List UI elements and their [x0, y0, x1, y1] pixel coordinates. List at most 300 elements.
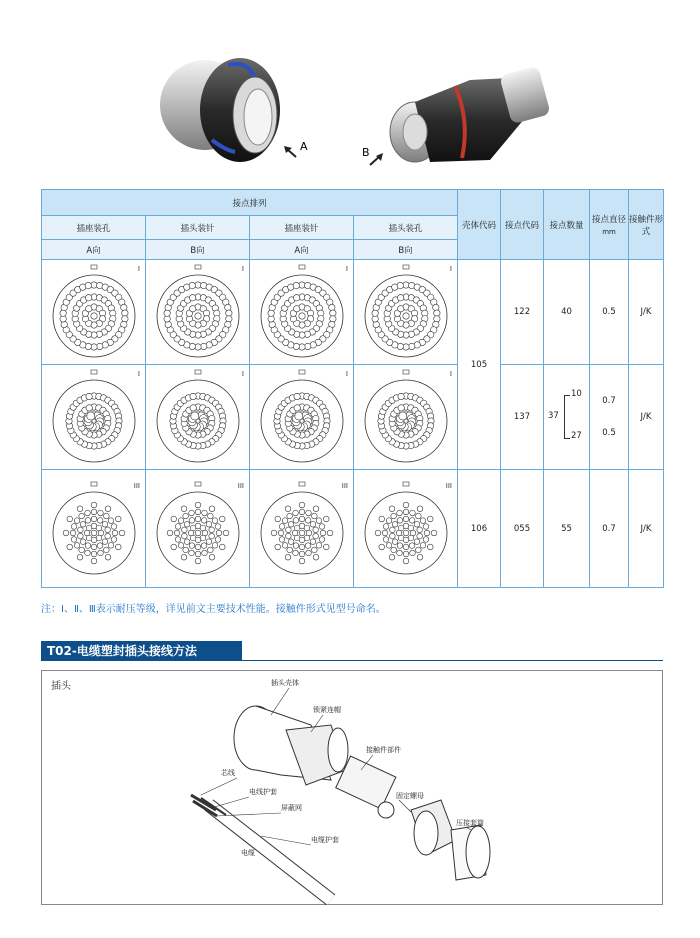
contact-position [174, 530, 180, 536]
contact-position [319, 523, 325, 529]
contact-position [403, 530, 409, 536]
contact-position [293, 282, 299, 288]
arrow-a-icon [284, 146, 296, 157]
contact-position [71, 536, 77, 542]
contact-position [85, 295, 91, 301]
contact-position [397, 295, 403, 301]
contact-position [313, 505, 319, 511]
direction-a-1: A向 [42, 240, 146, 260]
contact-position [188, 510, 194, 516]
contact-position [299, 516, 305, 522]
contact-position [397, 542, 403, 548]
diagram-055-a2 [250, 470, 354, 588]
contact-position [91, 551, 97, 557]
contact-position [91, 509, 97, 515]
contact-position [323, 516, 329, 522]
polarization-key-icon [195, 265, 201, 269]
pressure-grade-mark: I [449, 265, 452, 273]
contact-position [86, 412, 94, 420]
contact-position [316, 542, 322, 548]
contact-position [409, 542, 415, 548]
contact-position [105, 505, 111, 511]
contact-position [299, 551, 305, 557]
subheader-plug-pin: 插头装针 [146, 216, 250, 240]
contact-form-055: J/K [629, 470, 664, 588]
polarization-key-icon [195, 482, 201, 486]
contact-position [415, 513, 421, 519]
diagram-122-a2 [250, 260, 354, 365]
contact-position [181, 533, 187, 539]
contact-position [207, 513, 213, 519]
pressure-grade-mark: III [133, 481, 140, 490]
contact-position [121, 316, 127, 322]
contact-position [170, 516, 176, 522]
polarization-key-icon [403, 265, 409, 269]
pressure-grade-mark: I [345, 370, 348, 378]
contact-position [223, 530, 229, 536]
contact-position [182, 547, 188, 553]
pressure-grade-mark: III [445, 481, 452, 490]
contact-position [397, 282, 403, 288]
contact-position [102, 521, 108, 527]
header-contact-code: 接点代码 [501, 190, 544, 260]
contact-position [91, 558, 97, 564]
contact-position [112, 530, 118, 536]
contact-position [409, 517, 415, 523]
contact-position [97, 517, 103, 523]
diagram-137-a2 [250, 365, 354, 470]
contact-position [189, 306, 195, 312]
contact-position [181, 554, 187, 560]
contact-position [103, 513, 109, 519]
contact-position [86, 525, 92, 531]
header-shell-code: 壳体代码 [458, 190, 501, 260]
header-contact-diameter [590, 190, 629, 260]
contact-position [103, 547, 109, 553]
contact-position [293, 542, 299, 548]
contact-position [285, 554, 291, 560]
contact-position [329, 316, 335, 322]
contact-position [424, 530, 430, 536]
contact-position [427, 516, 433, 522]
polarization-key-icon [195, 370, 201, 374]
contact-position [184, 538, 190, 544]
contact-position [85, 306, 91, 312]
contact-position [120, 304, 126, 310]
contact-position [402, 313, 408, 319]
contact-position [415, 547, 421, 553]
assembly-panel-label: 插头 [51, 681, 71, 692]
contact-position [119, 530, 125, 536]
contact-position [414, 521, 420, 527]
contact-position [392, 521, 398, 527]
header-contact-arrangement: 接点排列 [42, 190, 458, 216]
subheader-receptacle-pin: 插座装针 [250, 216, 354, 240]
contact-position [175, 536, 181, 542]
contact-position [170, 544, 176, 550]
contact-position [286, 547, 292, 553]
polarization-key-icon [91, 482, 97, 486]
contact-diameter-137-a: 0.7 [602, 396, 616, 406]
contact-position [184, 521, 190, 527]
contact-position [77, 505, 83, 511]
contact-position [397, 306, 403, 312]
contact-position [417, 554, 423, 560]
contact-position [294, 412, 302, 420]
label-a: A [300, 140, 308, 153]
contact-position [77, 554, 83, 560]
contact-diameter-137-b: 0.5 [602, 428, 616, 438]
pressure-grade-mark: III [341, 481, 348, 490]
contact-position [305, 517, 311, 523]
contact-position [382, 530, 388, 536]
contact-position [190, 405, 196, 411]
contact-position [416, 527, 422, 533]
contact-position [390, 513, 396, 519]
contact-position [323, 544, 329, 550]
contact-position [398, 405, 404, 411]
contact-position [389, 533, 395, 539]
shell-code-106: 106 [458, 470, 501, 588]
diagram-122-b1 [146, 260, 250, 365]
diagram-055-b1 [146, 470, 250, 588]
callout-fixing-nut: 固定螺母 [396, 792, 424, 800]
contact-position [327, 530, 333, 536]
contact-position [416, 533, 422, 539]
contact-position [85, 393, 91, 399]
contact-position [84, 510, 90, 516]
contact-position [189, 393, 195, 399]
contact-diameter-055: 0.7 [590, 470, 629, 588]
contact-position [313, 554, 319, 560]
contact-position [207, 547, 213, 553]
callout-cable: 电缆 [241, 849, 255, 857]
callout-plug-shell: 插头壳体 [271, 679, 299, 687]
header-contact-count: 接点数量 [544, 190, 590, 260]
polarization-key-icon [299, 482, 305, 486]
label-b: B [362, 146, 370, 159]
contact-position [208, 527, 214, 533]
contact-position [195, 530, 201, 536]
contact-position [294, 405, 300, 411]
contact-position [71, 523, 77, 529]
callout-core-wire: 芯线 [221, 769, 235, 777]
header-diameter-unit: mm [602, 228, 616, 236]
contact-position [392, 538, 398, 544]
contact-position [209, 505, 215, 511]
section-divider [41, 660, 663, 661]
contact-position [208, 533, 214, 539]
contact-code-055: 055 [501, 470, 544, 588]
contact-position [80, 538, 86, 544]
pressure-grade-mark: I [241, 265, 244, 273]
contact-position [206, 538, 212, 544]
contact-position [294, 525, 300, 531]
contact-position [84, 550, 90, 556]
contact-position [91, 530, 97, 536]
contact-position [299, 509, 305, 515]
contact-position [78, 547, 84, 553]
contact-form-122: J/K [629, 260, 664, 365]
contact-position [175, 523, 181, 529]
contact-position [292, 550, 298, 556]
contact-position [288, 521, 294, 527]
direction-a-2: A向 [250, 240, 354, 260]
contact-position [195, 551, 201, 557]
contact-position [104, 533, 110, 539]
contact-position [403, 551, 409, 557]
contact-position [104, 527, 110, 533]
contact-position [403, 558, 409, 564]
contact-position [189, 282, 195, 288]
contact-position [311, 513, 317, 519]
contact-position [403, 502, 409, 508]
product-photos [0, 0, 700, 185]
contact-position [282, 517, 288, 523]
contact-position [378, 544, 384, 550]
diagram-122-b2 [354, 260, 458, 365]
contact-position [85, 282, 91, 288]
diagram-055-a1 [42, 470, 146, 588]
contact-position [70, 530, 76, 536]
footnote: 注：Ⅰ、Ⅱ、Ⅲ表示耐压等级，详见前文主要技术性能。接触件形式见型号命名。 [41, 604, 386, 615]
contact-position [278, 530, 284, 536]
contact-position [305, 510, 311, 516]
contact-position [396, 510, 402, 516]
callout-cable-jacket: 电缆护套 [311, 836, 339, 844]
contact-position [398, 525, 404, 531]
contact-position [77, 527, 83, 533]
contact-position [188, 550, 194, 556]
contact-position [389, 505, 395, 511]
contact-position [310, 521, 316, 527]
contact-position [383, 536, 389, 542]
contact-position [97, 550, 103, 556]
contact-position [201, 542, 207, 548]
contact-position [108, 517, 114, 523]
contact-position [195, 502, 201, 508]
contact-position [279, 536, 285, 542]
contact-position [285, 527, 291, 533]
contact-position [225, 316, 231, 322]
subheader-receptacle-socket: 插座装孔 [42, 216, 146, 240]
contact-position [206, 521, 212, 527]
contact-position [63, 530, 69, 536]
contact-position [209, 554, 215, 560]
contact-position [417, 505, 423, 511]
contact-position [86, 405, 92, 411]
contact-position [190, 525, 196, 531]
contact-position [181, 527, 187, 533]
polarization-key-icon [91, 265, 97, 269]
contact-position [389, 554, 395, 560]
contact-position [274, 516, 280, 522]
contact-position [378, 516, 384, 522]
contact-code-122: 122 [501, 260, 544, 365]
contact-position [312, 533, 318, 539]
direction-b-2: B向 [354, 240, 458, 260]
polarization-key-icon [403, 370, 409, 374]
contact-position [194, 313, 200, 319]
callout-crimp-sleeve: 压接套筒 [456, 819, 484, 827]
contact-position [201, 510, 207, 516]
contact-position [91, 544, 97, 550]
contact-position [219, 544, 225, 550]
contact-position [178, 517, 184, 523]
shell-code-105: 105 [458, 260, 501, 470]
contact-position [372, 321, 378, 327]
contact-position [312, 527, 318, 533]
contact-position [115, 544, 121, 550]
contact-position [305, 550, 311, 556]
contact-position [427, 544, 433, 550]
contact-position [74, 517, 80, 523]
contact-position [286, 513, 292, 519]
direction-b-1: B向 [146, 240, 250, 260]
contact-position [409, 510, 415, 516]
contact-position [215, 523, 221, 529]
contact-position [212, 542, 218, 548]
contact-position [420, 542, 426, 548]
polarization-key-icon [91, 370, 97, 374]
contact-position [80, 521, 86, 527]
contact-position [85, 517, 91, 523]
contact-position [390, 547, 396, 553]
polarization-key-icon [299, 370, 305, 374]
contact-diameter-122: 0.5 [590, 260, 629, 365]
pressure-grade-mark: I [449, 370, 452, 378]
contact-position [189, 295, 195, 301]
contact-position [163, 310, 169, 316]
header-contact-form: 接触件形式 [629, 190, 664, 260]
contact-position [432, 304, 438, 310]
contact-position [195, 509, 201, 515]
contact-position [102, 538, 108, 544]
contact-position [310, 538, 316, 544]
contact-position [167, 530, 173, 536]
contact-position [212, 517, 218, 523]
contact-position [178, 542, 184, 548]
contact-position [219, 516, 225, 522]
assembly-drawing [41, 670, 663, 905]
contact-position [288, 538, 294, 544]
contact-position [293, 306, 299, 312]
contact-position [397, 517, 403, 523]
contact-position [431, 530, 437, 536]
contact-position [215, 536, 221, 542]
contact-position [293, 295, 299, 301]
callout-wire-jacket: 电线护套 [249, 788, 277, 796]
contact-position [319, 536, 325, 542]
contact-position [299, 558, 305, 564]
diagram-137-a1 [42, 365, 146, 470]
contact-position [77, 533, 83, 539]
contact-position [189, 542, 195, 548]
contact-position [97, 510, 103, 516]
subheader-plug-socket: 插头装孔 [354, 216, 458, 240]
diagram-055-b2 [354, 470, 458, 588]
contact-position [386, 517, 392, 523]
contact-position [293, 517, 299, 523]
contact-position [97, 542, 103, 548]
contact-count-40: 40 [544, 260, 590, 365]
contact-position [433, 316, 439, 322]
arrow-b-icon [370, 153, 383, 165]
contact-position [190, 412, 198, 420]
pressure-grade-mark: I [137, 265, 140, 273]
contact-position [414, 538, 420, 544]
contact-position [78, 513, 84, 519]
contact-position [293, 393, 299, 399]
contact-position [420, 517, 426, 523]
pressure-grade-mark: I [345, 265, 348, 273]
contact-position [267, 310, 273, 316]
contact-position [91, 502, 97, 508]
contact-position [181, 505, 187, 511]
contact-position [397, 393, 403, 399]
contact-position [108, 542, 114, 548]
contact-position [164, 321, 170, 327]
contact-position [66, 544, 72, 550]
contact-count-37 [544, 365, 590, 470]
receptacle-photo [160, 58, 280, 162]
pressure-grade-mark: I [241, 370, 244, 378]
contact-position [85, 542, 91, 548]
contact-position [115, 516, 121, 522]
contact-position [111, 523, 117, 529]
contact-position [279, 523, 285, 529]
contact-position [224, 304, 230, 310]
contact-position [383, 523, 389, 529]
contact-position [328, 304, 334, 310]
contact-form-137: J/K [629, 365, 664, 470]
contact-diameter-137 [590, 365, 629, 470]
contact-position [111, 536, 117, 542]
contact-position [389, 527, 395, 533]
contact-position [311, 547, 317, 553]
polarization-key-icon [403, 482, 409, 486]
contact-position [409, 550, 415, 556]
contact-position [282, 542, 288, 548]
contact-position [195, 544, 201, 550]
contact-position [320, 530, 326, 536]
contact-position [423, 523, 429, 529]
contact-position [316, 517, 322, 523]
contact-position [271, 530, 277, 536]
contact-position [403, 544, 409, 550]
diagram-137-b1 [146, 365, 250, 470]
contact-position [375, 530, 381, 536]
contact-position [201, 550, 207, 556]
contact-position [292, 510, 298, 516]
spec-table [41, 189, 664, 588]
contact-position [66, 516, 72, 522]
contact-count-split-a: 10 [571, 389, 582, 399]
contact-position [189, 517, 195, 523]
contact-position [105, 554, 111, 560]
contact-count-55: 55 [544, 470, 590, 588]
plug-photo [390, 66, 551, 162]
contact-position [60, 321, 66, 327]
contact-count-split-b: 27 [571, 431, 582, 441]
contact-position [298, 313, 304, 319]
contact-position [90, 313, 96, 319]
callout-shield: 屏蔽网 [281, 804, 302, 812]
contact-position [74, 542, 80, 548]
contact-position [268, 321, 274, 327]
contact-position [195, 516, 201, 522]
contact-position [59, 310, 65, 316]
